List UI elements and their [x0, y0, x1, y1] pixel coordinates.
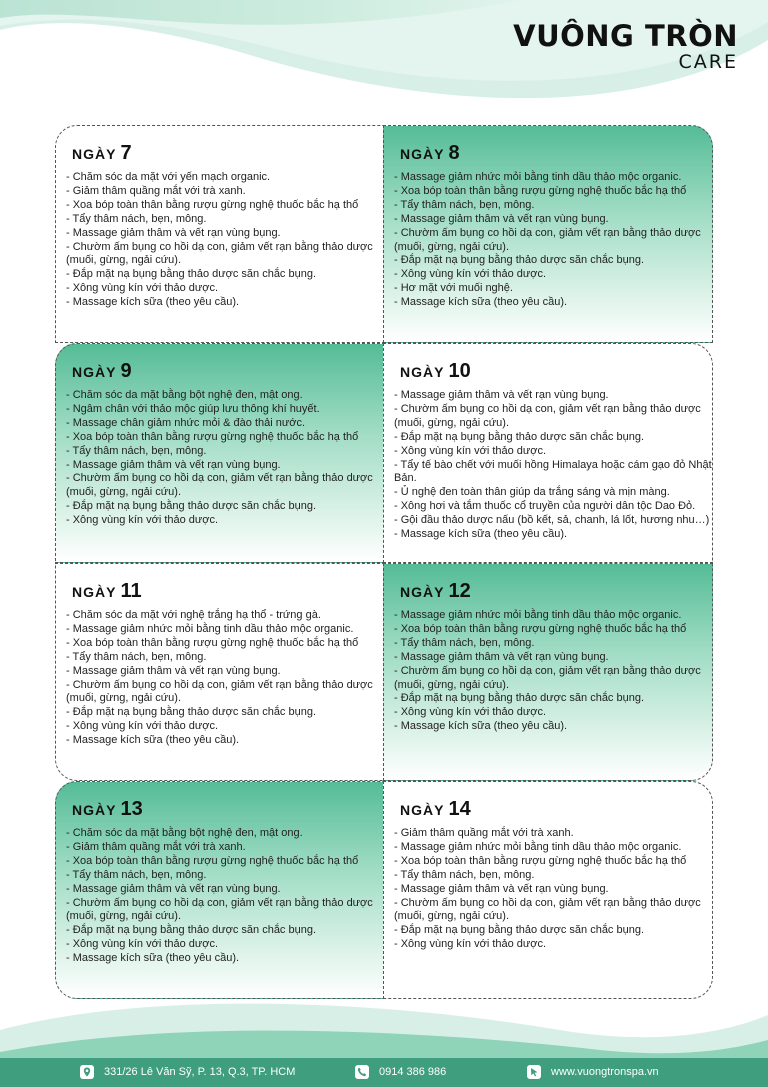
day-title: NGÀY 11	[72, 580, 142, 602]
day-11-activities	[66, 609, 384, 748]
list-item: - Xông vùng kín với thảo dược.	[394, 268, 547, 281]
list-item: - Chăm sóc da mặt bằng bột nghệ đen, mật ong.	[66, 827, 303, 839]
list-item: - Chườm ấm bụng co hồi dạ con, giảm vết rạn bằng thảo dược (muối, gừng, ngải cứu).	[394, 226, 701, 253]
list-item: - Massage kích sữa (theo yêu cầu).	[394, 296, 568, 309]
list-item: - Xoa bóp toàn thân bằng rượu gừng nghệ thuốc bắc hạ thổ	[394, 854, 687, 867]
day-title: NGÀY 14	[400, 798, 471, 820]
list-item: - Chườm ấm bụng co hồi dạ con, giảm vết rạn bằng thảo dược (muối, gừng, ngải cứu).	[66, 678, 373, 705]
day-card-10	[383, 343, 713, 563]
list-item: - Massage giảm nhức mỏi bằng tinh dầu thảo mộc organic.	[394, 171, 682, 183]
list-item: - Massage kích sữa (theo yêu cầu).	[394, 720, 568, 733]
website-link: www.vuongtronspa.vn	[551, 1066, 659, 1078]
list-item: - Massage giảm nhức mỏi bằng tinh dầu thảo mộc organic.	[394, 840, 682, 853]
list-item: - Tẩy tế bào chết với muối hồng Himalaya hoặc cám gạo đỏ Nhật Bản.	[394, 458, 712, 485]
list-item: - Chườm ấm bụng co hồi dạ con, giảm vết rạn bằng thảo dược (muối, gừng, ngải cứu).	[394, 896, 701, 923]
day-card-12	[383, 563, 713, 781]
day-card-8	[383, 125, 713, 343]
list-item: - Đắp mặt nạ bụng bằng thảo dược săn chắc bụng.	[394, 254, 645, 267]
list-item: - Xông hơi và tắm thuốc cổ truyền của người dân tộc Dao Đỏ.	[394, 500, 696, 513]
list-item: - Massage kích sữa (theo yêu cầu).	[66, 296, 240, 309]
day-8-activities	[394, 171, 712, 310]
list-item: - Đắp mặt nạ bụng bằng thảo dược săn chắc bụng.	[66, 706, 317, 719]
list-item: - Giảm thâm quầng mắt với trà xanh.	[66, 840, 246, 853]
day-9-activities	[66, 389, 384, 528]
cursor-icon	[527, 1065, 541, 1079]
list-item: - Gội đầu thảo dược nấu (bồ kết, sả, chanh, lá lốt, hương nhu…)	[394, 514, 710, 527]
list-item: - Chăm sóc da mặt bằng bột nghệ đen, mật ong.	[66, 389, 303, 401]
list-item: - Massage giảm thâm và vết rạn vùng bụng.	[66, 458, 281, 471]
list-item: - Tẩy thâm nách, bẹn, mông.	[394, 198, 535, 211]
list-item: - Xông vùng kín với thảo dược.	[394, 938, 547, 951]
list-item: - Xoa bóp toàn thân bằng rượu gừng nghệ thuốc bắc hạ thổ	[66, 636, 359, 649]
list-item: - Massage kích sữa (theo yêu cầu).	[66, 952, 240, 965]
day-10-activities	[394, 389, 712, 542]
list-item: - Massage giảm thâm và vết rạn vùng bụng.	[66, 664, 281, 677]
list-item: - Đắp mặt nạ bụng bằng thảo dược săn chắc bụng.	[394, 430, 645, 443]
day-card-11	[55, 563, 385, 781]
list-item: - Massage chân giảm nhức mỏi & đào thải nước.	[66, 416, 305, 429]
day-card-13	[55, 781, 385, 999]
footer-website[interactable]	[527, 1065, 659, 1079]
day-card-14	[383, 781, 713, 999]
list-item: - Chăm sóc da mặt với nghệ trắng hạ thổ - trứng gà.	[66, 609, 321, 621]
list-item: - Xông vùng kín với thảo dược.	[394, 706, 547, 719]
day-13-activities	[66, 827, 384, 966]
list-item: - Đắp mặt nạ bụng bằng thảo dược săn chắc bụng.	[394, 924, 645, 937]
list-item: - Massage kích sữa (theo yêu cầu).	[66, 734, 240, 747]
list-item: - Tẩy thâm nách, bẹn, mông.	[66, 868, 207, 881]
list-item: - Xoa bóp toàn thân bằng rượu gừng nghệ thuốc bắc hạ thổ	[394, 184, 687, 197]
day-title: NGÀY 10	[400, 360, 471, 382]
map-pin-icon	[80, 1065, 94, 1079]
brand-logo	[513, 20, 738, 72]
list-item: - Tẩy thâm nách, bẹn, mông.	[66, 212, 207, 225]
list-item: - Xông vùng kín với thảo dược.	[66, 282, 219, 295]
day-title: NGÀY 8	[400, 142, 460, 164]
list-item: - Chườm ấm bụng co hồi dạ con, giảm vết rạn bằng thảo dược (muối, gừng, ngải cứu).	[394, 402, 701, 429]
list-item: - Xông vùng kín với thảo dược.	[66, 938, 219, 951]
list-item: - Xông vùng kín với thảo dược.	[66, 720, 219, 733]
list-item: - Massage giảm thâm và vết rạn vùng bụng.	[66, 882, 281, 895]
day-title: NGÀY 12	[400, 580, 471, 602]
list-item: - Tẩy thâm nách, bẹn, mông.	[394, 868, 535, 881]
list-item: - Massage giảm thâm và vết rạn vùng bụng.	[66, 226, 281, 239]
list-item: - Xông vùng kín với thảo dược.	[394, 444, 547, 457]
brand-subtitle: CARE	[678, 51, 738, 73]
list-item: - Đắp mặt nạ bụng bằng thảo dược săn chắc bụng.	[66, 500, 317, 513]
list-item: - Giảm thâm quầng mắt với trà xanh.	[394, 827, 574, 839]
list-item: - Ủ nghệ đen toàn thân giúp da trắng sáng và mịn màng.	[394, 486, 670, 499]
footer-phone[interactable]	[355, 1065, 446, 1079]
list-item: - Massage giảm thâm và vết rạn vùng bụng.	[394, 650, 609, 663]
list-item: - Tẩy thâm nách, bẹn, mông.	[394, 636, 535, 649]
list-item: - Xoa bóp toàn thân bằng rượu gừng nghệ thuốc bắc hạ thổ	[66, 854, 359, 867]
list-item: - Xoa bóp toàn thân bằng rượu gừng nghệ thuốc bắc hạ thổ	[394, 622, 687, 635]
day-12-activities	[394, 609, 712, 734]
day-title: NGÀY 9	[72, 360, 132, 382]
address-text: 331/26 Lê Văn Sỹ, P. 13, Q.3, TP. HCM	[104, 1066, 296, 1078]
day-7-activities	[66, 171, 384, 310]
list-item: - Chườm ấm bụng co hồi dạ con, giảm vết rạn bằng thảo dược (muối, gừng, ngải cứu).	[394, 664, 701, 691]
day-title: NGÀY 7	[72, 142, 132, 164]
list-item: - Xoa bóp toàn thân bằng rượu gừng nghệ thuốc bắc hạ thổ	[66, 430, 359, 443]
phone-icon	[355, 1065, 369, 1079]
list-item: - Massage giảm thâm và vết rạn vùng bụng.	[394, 212, 609, 225]
list-item: - Chườm ấm bụng co hồi dạ con, giảm vết rạn bằng thảo dược (muối, gừng, ngải cứu).	[66, 472, 373, 499]
day-card-9	[55, 343, 385, 563]
brand-name: VUÔNG TRÒN	[513, 19, 738, 53]
list-item: - Xoa bóp toàn thân bằng rượu gừng nghệ thuốc bắc hạ thổ	[66, 198, 359, 211]
list-item: - Massage giảm nhức mỏi bằng tinh dầu thảo mộc organic.	[66, 622, 354, 635]
list-item: - Chườm ấm bụng co hồi dạ con, giảm vết rạn bằng thảo dược (muối, gừng, ngải cứu).	[66, 240, 373, 267]
list-item: - Massage giảm thâm và vết rạn vùng bụng.	[394, 389, 609, 401]
list-item: - Ngâm chân với thảo mộc giúp lưu thông khí huyết.	[66, 402, 320, 415]
list-item: - Chăm sóc da mặt với yến mạch organic.	[66, 171, 271, 183]
list-item: - Xông vùng kín với thảo dược.	[66, 514, 219, 527]
list-item: - Massage kích sữa (theo yêu cầu).	[394, 528, 568, 541]
list-item: - Giảm thâm quầng mắt với trà xanh.	[66, 184, 246, 197]
list-item: - Tẩy thâm nách, bẹn, mông.	[66, 444, 207, 457]
list-item: - Hơ mặt với muối nghệ.	[394, 282, 513, 295]
list-item: - Tẩy thâm nách, bẹn, mông.	[66, 650, 207, 663]
day-card-7	[55, 125, 385, 343]
list-item: - Đắp mặt nạ bụng bằng thảo dược săn chắc bụng.	[394, 692, 645, 705]
phone-text: 0914 386 986	[379, 1066, 447, 1078]
footer-address	[80, 1065, 295, 1079]
list-item: - Đắp mặt nạ bụng bằng thảo dược săn chắc bụng.	[66, 924, 317, 937]
day-14-activities	[394, 827, 712, 952]
list-item: - Massage giảm thâm và vết rạn vùng bụng.	[394, 882, 609, 895]
day-title: NGÀY 13	[72, 798, 143, 820]
footer-bar	[0, 1058, 768, 1087]
list-item: - Đắp mặt nạ bụng bằng thảo dược săn chắc bụng.	[66, 268, 317, 281]
list-item: - Massage giảm nhức mỏi bằng tinh dầu thảo mộc organic.	[394, 609, 682, 621]
list-item: - Chườm ấm bụng co hồi dạ con, giảm vết rạn bằng thảo dược (muối, gừng, ngải cứu).	[66, 896, 373, 923]
